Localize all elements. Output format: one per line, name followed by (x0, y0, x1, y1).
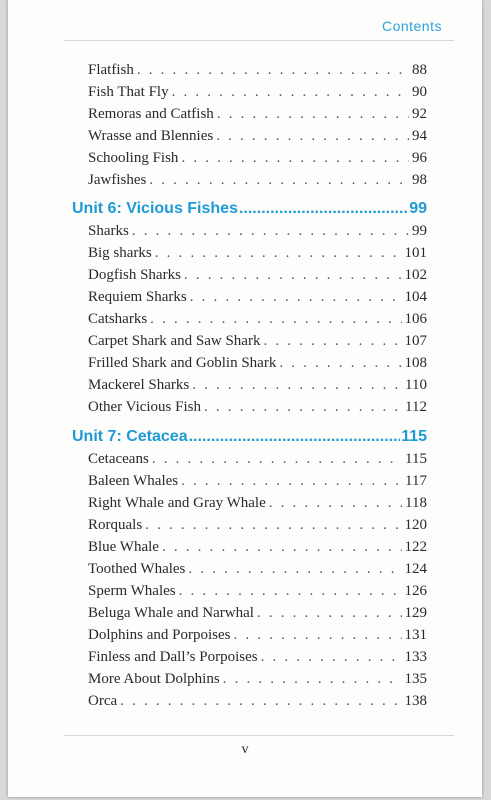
toc-entry-title: Big sharks (88, 245, 152, 261)
toc-entry-page: 131 (404, 627, 427, 643)
leader-dots (137, 62, 409, 79)
toc-entry (88, 311, 427, 328)
leader-dots (179, 583, 402, 600)
toc-entry-page: 138 (404, 693, 427, 709)
toc-entry-page: 102 (404, 267, 427, 283)
toc-entry (88, 473, 427, 490)
unit-heading-7 (72, 428, 427, 446)
toc-entry (88, 223, 427, 240)
toc-entry-title: Flatfish (88, 62, 134, 78)
page-number: v (241, 742, 249, 757)
toc-entry (88, 128, 427, 145)
toc-entry (88, 355, 427, 372)
toc-entry-title: Cetaceans (88, 451, 149, 467)
toc-entry-title: Remoras and Catfish (88, 106, 214, 122)
toc-entry (88, 561, 427, 578)
leader-dots (190, 289, 402, 306)
toc-entry-page: 122 (404, 539, 427, 555)
toc-entry-page: 90 (412, 84, 427, 100)
unit-page: 99 (409, 200, 427, 217)
leader-dots (188, 561, 401, 578)
toc-entry-page: 94 (412, 128, 427, 144)
leader-dots (145, 517, 401, 534)
leader-dots (257, 605, 402, 622)
leader-dots (181, 150, 409, 167)
toc-entry-title: Dogfish Sharks (88, 267, 181, 283)
toc-entry-page: 99 (412, 223, 427, 239)
leader-dots (132, 223, 409, 240)
toc-entry (88, 106, 427, 123)
leader-dots (204, 399, 402, 416)
unit-page: 115 (401, 428, 427, 445)
toc-entry-title: Rorquals (88, 517, 143, 533)
toc-entry-page: 110 (405, 377, 427, 393)
leader-dots (181, 473, 402, 490)
toc-entry (88, 539, 427, 556)
leader-dots (192, 377, 402, 394)
leader-dots (217, 106, 409, 123)
toc-entry-title: Orca (88, 693, 118, 709)
toc-entry-page: 108 (404, 355, 427, 371)
leader-dots (172, 84, 409, 101)
leader-dots (152, 451, 402, 468)
book-page (8, 0, 482, 797)
toc-entry-title: Jawfishes (88, 172, 147, 188)
toc-entry (88, 267, 427, 284)
leader-dots (263, 333, 401, 350)
leader-dots (150, 311, 401, 328)
toc-entry (88, 245, 427, 262)
toc-entry-page: 104 (404, 289, 427, 305)
toc-entry (88, 671, 427, 688)
toc-entry (88, 583, 427, 600)
toc-entry (88, 333, 427, 350)
header-rule (64, 40, 454, 41)
unit-heading-6 (72, 200, 427, 218)
toc-entry-page: 135 (404, 671, 427, 687)
toc-entry-page: 96 (412, 150, 427, 166)
toc-entry (88, 62, 427, 79)
toc-entry-page: 92 (412, 106, 427, 122)
toc-entry-page: 124 (404, 561, 427, 577)
leader-dots (216, 128, 409, 145)
toc-entry-page: 120 (404, 517, 427, 533)
toc-entry-title: More About Dolphins (88, 671, 220, 687)
toc-entry (88, 605, 427, 622)
toc-entry-page: 118 (405, 495, 427, 511)
toc-entry-page: 129 (404, 605, 427, 621)
toc-entry-title: Catsharks (88, 311, 148, 327)
toc-entry-page: 106 (404, 311, 427, 327)
toc-entry-title: Requiem Sharks (88, 289, 187, 305)
leader-dots (162, 539, 402, 556)
toc-entry-title: Wrasse and Blennies (88, 128, 214, 144)
toc-entry-title: Blue Whale (88, 539, 159, 555)
unit-title: Unit 6: Vicious Fishes (72, 200, 238, 217)
toc-entry-title: Frilled Shark and Goblin Shark (88, 355, 277, 371)
leader-dots (279, 355, 401, 372)
toc-entry (88, 150, 427, 167)
toc-entry-title: Toothed Whales (88, 561, 186, 577)
toc-entry (88, 693, 427, 710)
toc-entry-page: 88 (412, 62, 427, 78)
leader-dots (239, 200, 408, 218)
toc-entry-title: Schooling Fish (88, 150, 179, 166)
toc-entry-page: 112 (405, 399, 427, 415)
toc-entry-title: Right Whale and Gray Whale (88, 495, 266, 511)
leader-dots (120, 693, 401, 710)
toc-entry (88, 495, 427, 512)
leader-dots (149, 172, 409, 189)
toc-entry-title: Sperm Whales (88, 583, 176, 599)
toc-entry (88, 399, 427, 416)
leader-dots (184, 267, 402, 284)
toc-entry-title: Mackerel Sharks (88, 377, 190, 393)
toc-entry-title: Baleen Whales (88, 473, 179, 489)
toc-entry-page: 126 (404, 583, 427, 599)
toc-entry-title: Other Vicious Fish (88, 399, 201, 415)
toc-entry-title: Dolphins and Porpoises (88, 627, 231, 643)
toc-entry (88, 451, 427, 468)
toc-entry (88, 377, 427, 394)
toc-entry (88, 517, 427, 534)
leader-dots (223, 671, 402, 688)
toc-entry-page: 133 (404, 649, 427, 665)
leader-dots (189, 428, 401, 446)
footer-rule (64, 735, 454, 736)
toc-entry-page: 115 (405, 451, 427, 467)
toc-entry-page: 101 (404, 245, 427, 261)
leader-dots (155, 245, 402, 262)
toc-entry (88, 84, 427, 101)
toc-entry-title: Beluga Whale and Narwhal (88, 605, 254, 621)
toc-entry-page: 107 (404, 333, 427, 349)
toc-entry-title: Fish That Fly (88, 84, 169, 100)
toc-entry (88, 649, 427, 666)
toc-entry (88, 289, 427, 306)
toc-entry (88, 627, 427, 644)
toc-entry-title: Carpet Shark and Saw Shark (88, 333, 261, 349)
running-head: Contents (381, 18, 442, 34)
unit-title: Unit 7: Cetacea (72, 428, 188, 445)
toc-entry-page: 117 (405, 473, 427, 489)
toc-entry (88, 172, 427, 189)
leader-dots (261, 649, 402, 666)
leader-dots (269, 495, 402, 512)
toc-entry-title: Finless and Dall’s Porpoises (88, 649, 258, 665)
toc-entry-page: 98 (412, 172, 427, 188)
leader-dots (234, 627, 402, 644)
toc-entry-title: Sharks (88, 223, 129, 239)
